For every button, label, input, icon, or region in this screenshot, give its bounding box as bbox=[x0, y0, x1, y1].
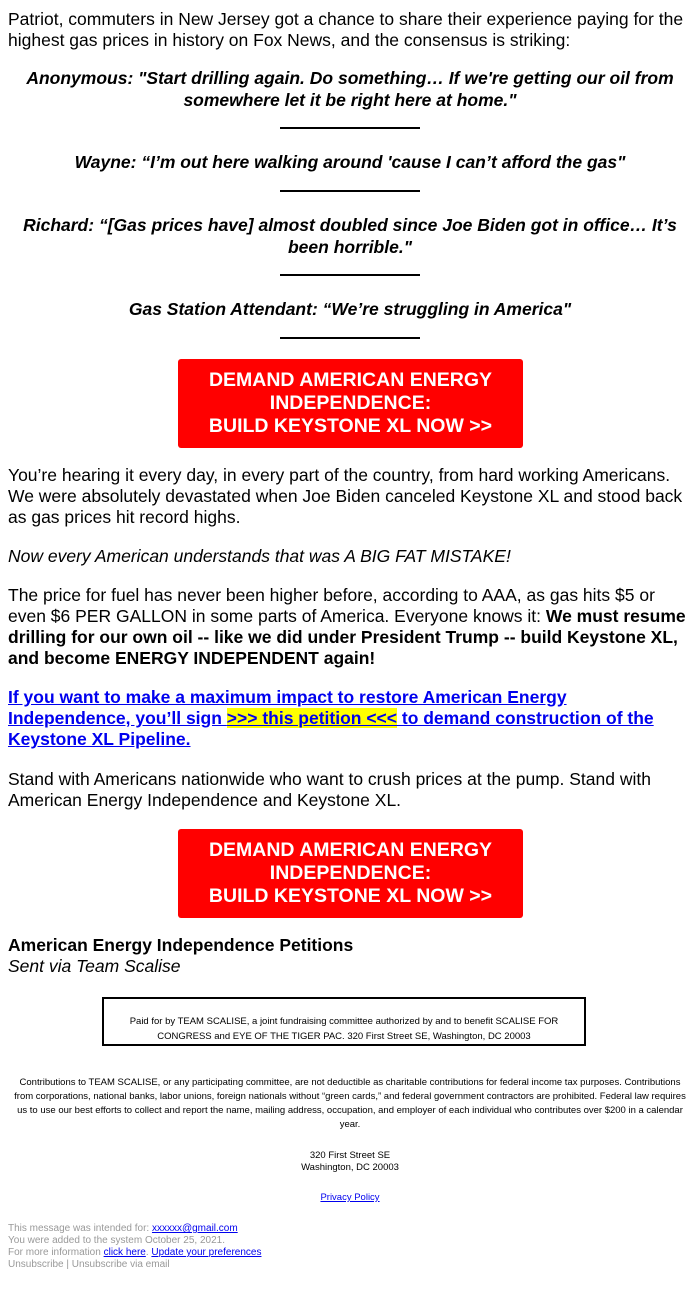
signature-sent-via: Sent via Team Scalise bbox=[8, 956, 181, 976]
cta-line-2: INDEPENDENCE: bbox=[269, 392, 432, 414]
footer bbox=[8, 1223, 692, 1271]
address-line-1: 320 First Street SE bbox=[309, 1150, 391, 1161]
footer-intended-label: This message was intended for: bbox=[8, 1223, 152, 1234]
mailing-address bbox=[8, 1150, 692, 1174]
quote-wayne: Wayne: “I’m out here walking around 'cause I can’t afford the gas" bbox=[74, 152, 626, 172]
footer-intended-row bbox=[8, 1223, 692, 1235]
footer-pipe: | bbox=[63, 1259, 72, 1270]
address-line-2: Washington, DC 20003 bbox=[301, 1162, 399, 1173]
footer-click-here-link[interactable]: click here bbox=[103, 1247, 146, 1258]
body-paragraph-2: Now every American understands that was A BIG FAT MISTAKE! bbox=[8, 546, 511, 566]
quote-anonymous: Anonymous: "Start drilling again. Do something… If we're getting our oil from somewhere let it be right here at home." bbox=[26, 68, 674, 110]
divider-line bbox=[280, 337, 420, 339]
body-paragraph-3 bbox=[8, 585, 692, 669]
cta-line-3: BUILD KEYSTONE XL NOW >> bbox=[208, 415, 493, 437]
footer-separator: . bbox=[145, 1247, 152, 1258]
petition-link-highlight[interactable]: >>> this petition <<< bbox=[226, 708, 397, 728]
paid-for-disclaimer: Paid for by TEAM SCALISE, a joint fundraising committee authorized by and to benefit SCALISE FOR CONGRESS and EYE OF THE TIGER PAC. 320 First Street SE, Washington, DC 20003 bbox=[102, 997, 586, 1046]
footer-added: You were added to the system October 25, 2021. bbox=[8, 1235, 225, 1246]
cta-line-2: INDEPENDENCE: bbox=[269, 862, 432, 884]
footer-more-info-label: For more information bbox=[8, 1247, 104, 1258]
contributions-note: Contributions to TEAM SCALISE, or any participating committee, are not deductible as charitable contributions for federal income tax purposes. Contributions from corporations, national banks, labor unions, foreign nationals without “green cards,” and federal government contractors are prohibited. Federal law requires us to use our best efforts to collect and report the name, mailing address, occupation, and employer of each individual who contributes over $200 in a calendar year. bbox=[14, 1077, 686, 1130]
petition-link-paragraph bbox=[8, 687, 692, 750]
quote-gas-attendant: Gas Station Attendant: “We’re struggling in America" bbox=[128, 299, 572, 319]
quote-richard: Richard: “[Gas prices have] almost doubled since Joe Biden got in office… It’s been horrible." bbox=[23, 215, 677, 257]
cta-button-bottom[interactable] bbox=[178, 829, 523, 918]
intro-paragraph: Patriot, commuters in New Jersey got a chance to share their experience paying for the highest gas prices in history on Fox News, and the consensus is striking: bbox=[8, 9, 684, 50]
signature-org: American Energy Independence Petitions bbox=[8, 935, 354, 955]
cta-line-1: DEMAND AMERICAN ENERGY bbox=[208, 369, 493, 391]
privacy-policy-row bbox=[8, 1191, 692, 1205]
footer-unsubscribe-email-link[interactable]: Unsubscribe via email bbox=[71, 1259, 170, 1270]
body-paragraph-1: You’re hearing it every day, in every part of the country, from hard working Americans. We were absolutely devastated when Joe Biden canceled Keystone XL and stood back as gas prices hit record highs. bbox=[8, 465, 683, 527]
body-paragraph-5: Stand with Americans nationwide who want to crush prices at the pump. Stand with American Energy Independence and Keystone XL. bbox=[8, 769, 651, 810]
petition-link-1[interactable]: If you want to make a maximum impact to restore American Energy Independence, you’ll sign bbox=[8, 687, 567, 728]
footer-update-preferences-link[interactable]: Update your preferences bbox=[151, 1247, 262, 1258]
privacy-policy-link[interactable]: Privacy Policy bbox=[320, 1192, 380, 1203]
cta-line-1: DEMAND AMERICAN ENERGY bbox=[208, 839, 493, 861]
footer-more-info-row bbox=[8, 1247, 692, 1259]
petition-link-2[interactable]: to demand construction of the Keystone XL Pipeline. bbox=[8, 708, 654, 749]
footer-unsubscribe-row bbox=[8, 1259, 692, 1271]
signature bbox=[8, 935, 692, 977]
footer-email-link[interactable]: xxxxxx@gmail.com bbox=[151, 1223, 238, 1234]
para3-bold: We must resume drilling for our own oil -- like we did under President Trump -- build Keystone XL, and become ENERGY INDEPENDENT again! bbox=[8, 606, 686, 668]
divider-line bbox=[280, 274, 420, 276]
cta-line-3: BUILD KEYSTONE XL NOW >> bbox=[208, 885, 493, 907]
cta-button-top[interactable] bbox=[178, 359, 523, 448]
footer-unsubscribe-link[interactable]: Unsubscribe bbox=[8, 1259, 64, 1270]
divider-line bbox=[280, 127, 420, 129]
divider-line bbox=[280, 190, 420, 192]
para3-text: The price for fuel has never been higher before, according to AAA, as gas hits $5 or even $6 PER GALLON in some parts of America. Everyone knows it: bbox=[8, 585, 655, 626]
